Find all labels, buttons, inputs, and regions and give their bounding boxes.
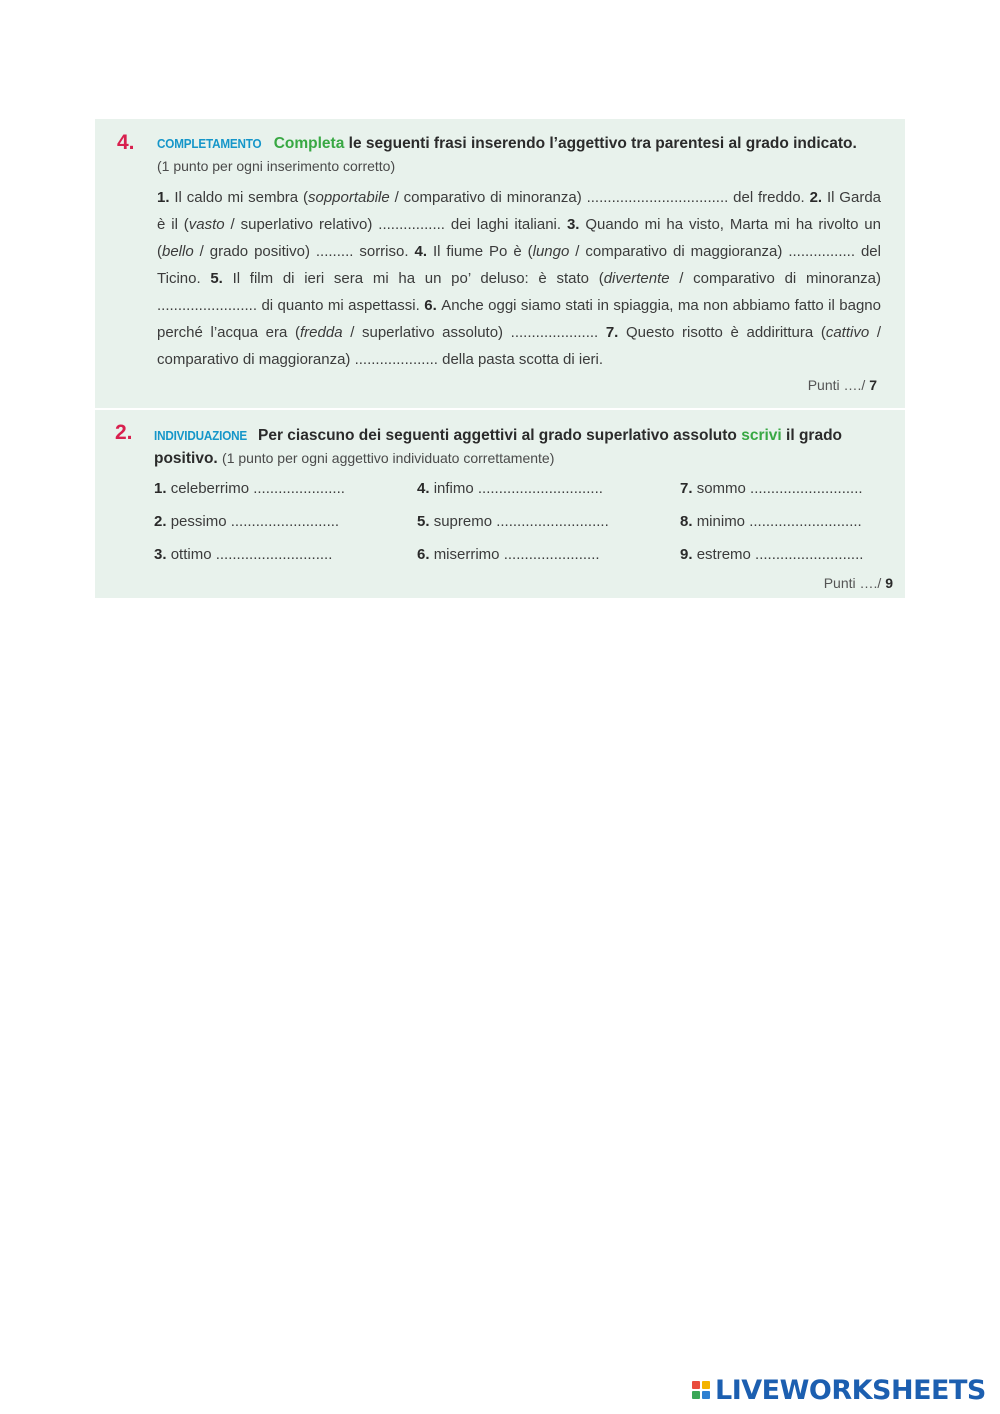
sentence-adjective: vasto — [188, 216, 225, 233]
answer-blank: .......................... — [755, 546, 864, 563]
sentence-adjective: cattivo — [825, 324, 870, 341]
exercise-instruction: le seguenti frasi inserendo l’aggettivo tra parentesi al grado indicato. — [348, 135, 857, 152]
exercise-note: (1 punto per ogni inserimento corretto) — [157, 158, 396, 174]
adjective-item — [417, 546, 600, 563]
sentence-text: / grado positivo) ......... sorriso. — [193, 243, 415, 260]
sentence-text: / comparativo di minoranza) ........................ di quanto mi aspettassi. — [157, 270, 882, 314]
adjective-item — [680, 480, 863, 497]
sentence-text: / comparativo di maggioranza) .................... della pasta scotta di ieri. — [157, 324, 881, 368]
sentence-text: Il Garda è il ( — [157, 189, 881, 233]
sentence-number: 5. — [210, 270, 233, 287]
adjective-word: infimo — [433, 480, 478, 497]
adjective-number: 9. — [680, 546, 697, 563]
exercise-completamento — [95, 119, 905, 408]
sentence-text: / comparativo di maggioranza) ................ del Ticino. — [157, 243, 881, 287]
adjective-number: 8. — [680, 513, 697, 530]
adjective-word: estremo — [696, 546, 756, 563]
adjective-item — [154, 546, 332, 563]
exercise-number: 4. — [117, 131, 135, 154]
sentence-number: 3. — [566, 216, 586, 233]
exercise-sentences — [157, 184, 881, 373]
sentence-number: 4. — [414, 243, 433, 260]
adjective-item — [154, 480, 345, 497]
exercise-instruction: Per ciascuno dei seguenti aggettivi al grado superlativo assoluto — [258, 427, 737, 444]
sentence-number: 6. — [424, 297, 442, 314]
adjective-word: sommo — [696, 480, 751, 497]
exercise-number: 2. — [115, 421, 133, 444]
adjective-number: 5. — [417, 513, 434, 530]
liveworksheets-grid-icon — [692, 1381, 710, 1399]
points-label: Punti …./ — [807, 377, 866, 393]
adjective-item — [680, 546, 863, 563]
adjective-number: 6. — [417, 546, 434, 563]
adjective-item — [680, 513, 862, 530]
logo-square — [692, 1381, 700, 1389]
points-total: 7 — [869, 377, 877, 393]
adjective-word: ottimo — [170, 546, 216, 563]
answer-blank: ...................... — [253, 480, 345, 497]
sentence-text: Questo risotto è addirittura ( — [626, 324, 826, 341]
adjective-number: 7. — [680, 480, 697, 497]
sentence-adjective: divertente — [603, 270, 670, 287]
adjective-item — [417, 480, 603, 497]
sentence-adjective: sopportabile — [308, 189, 390, 206]
adjective-number: 3. — [154, 546, 171, 563]
exercise-keyword: Completa — [273, 135, 345, 152]
exercise-tag: COMPLETAMENTO — [157, 136, 262, 151]
adjective-item — [417, 513, 609, 530]
sentence-text: Il film di ieri sera mi ha un po’ deluso: è stato ( — [232, 270, 604, 287]
points-score — [824, 575, 893, 591]
adjective-number: 1. — [154, 480, 171, 497]
adjective-item — [154, 513, 339, 530]
liveworksheets-logo — [692, 1374, 986, 1406]
sentence-text: Il caldo mi sembra ( — [174, 189, 308, 206]
answer-blank: ........................... — [749, 513, 862, 530]
sentence-text: / superlativo assoluto) ..................... — [342, 324, 606, 341]
answer-blank: ............................ — [215, 546, 333, 563]
sentence-number: 2. — [809, 189, 827, 206]
logo-square — [702, 1391, 710, 1399]
points-total: 9 — [885, 575, 893, 591]
adjective-word: minimo — [696, 513, 750, 530]
sentence-text: Il fiume Po è ( — [432, 243, 533, 260]
sentence-adjective: bello — [162, 243, 194, 260]
exercise-individuazione — [95, 410, 905, 598]
sentence-number: 7. — [605, 324, 626, 341]
logo-square — [692, 1391, 700, 1399]
adjective-word: celeberrimo — [170, 480, 254, 497]
adjective-word: miserrimo — [433, 546, 504, 563]
answer-blank: ........................... — [496, 513, 609, 530]
answer-blank: .......................... — [230, 513, 340, 530]
sentence-item — [157, 189, 810, 206]
exercise-heading — [154, 425, 883, 470]
answer-blank: ........................... — [750, 480, 863, 497]
sentence-text: Quando mi ha visto, Marta mi ha rivolto un ( — [157, 216, 881, 260]
logo-square — [702, 1381, 710, 1389]
sentence-adjective: fredda — [300, 324, 343, 341]
exercise-instruction-end: il grado positivo. — [154, 427, 843, 467]
points-score — [808, 377, 877, 393]
adjective-word: pessimo — [170, 513, 231, 530]
answer-blank: ....................... — [503, 546, 600, 563]
adjective-number: 2. — [154, 513, 171, 530]
adjective-number: 4. — [417, 480, 434, 497]
logo-text: LIVEWORKSHEETS — [715, 1374, 986, 1406]
sentence-text: / comparativo di minoranza) .................................. del freddo. — [389, 189, 810, 206]
sentence-text: Anche oggi siamo stati in spiaggia, ma non abbiamo fatto il bagno perché l’acqua era ( — [157, 297, 881, 341]
answer-blank: .............................. — [477, 480, 603, 497]
sentence-number: 1. — [157, 189, 175, 206]
sentence-text: / superlativo relativo) ................ dei laghi italiani. — [224, 216, 567, 233]
points-label: Punti …./ — [823, 575, 882, 591]
exercise-tag: INDIVIDUAZIONE — [154, 428, 248, 443]
exercise-note: (1 punto per ogni aggettivo individuato correttamente) — [222, 450, 555, 466]
exercise-keyword: scrivi — [741, 427, 782, 444]
adjective-word: supremo — [433, 513, 497, 530]
exercise-heading — [157, 133, 883, 178]
sentence-adjective: lungo — [532, 243, 570, 260]
